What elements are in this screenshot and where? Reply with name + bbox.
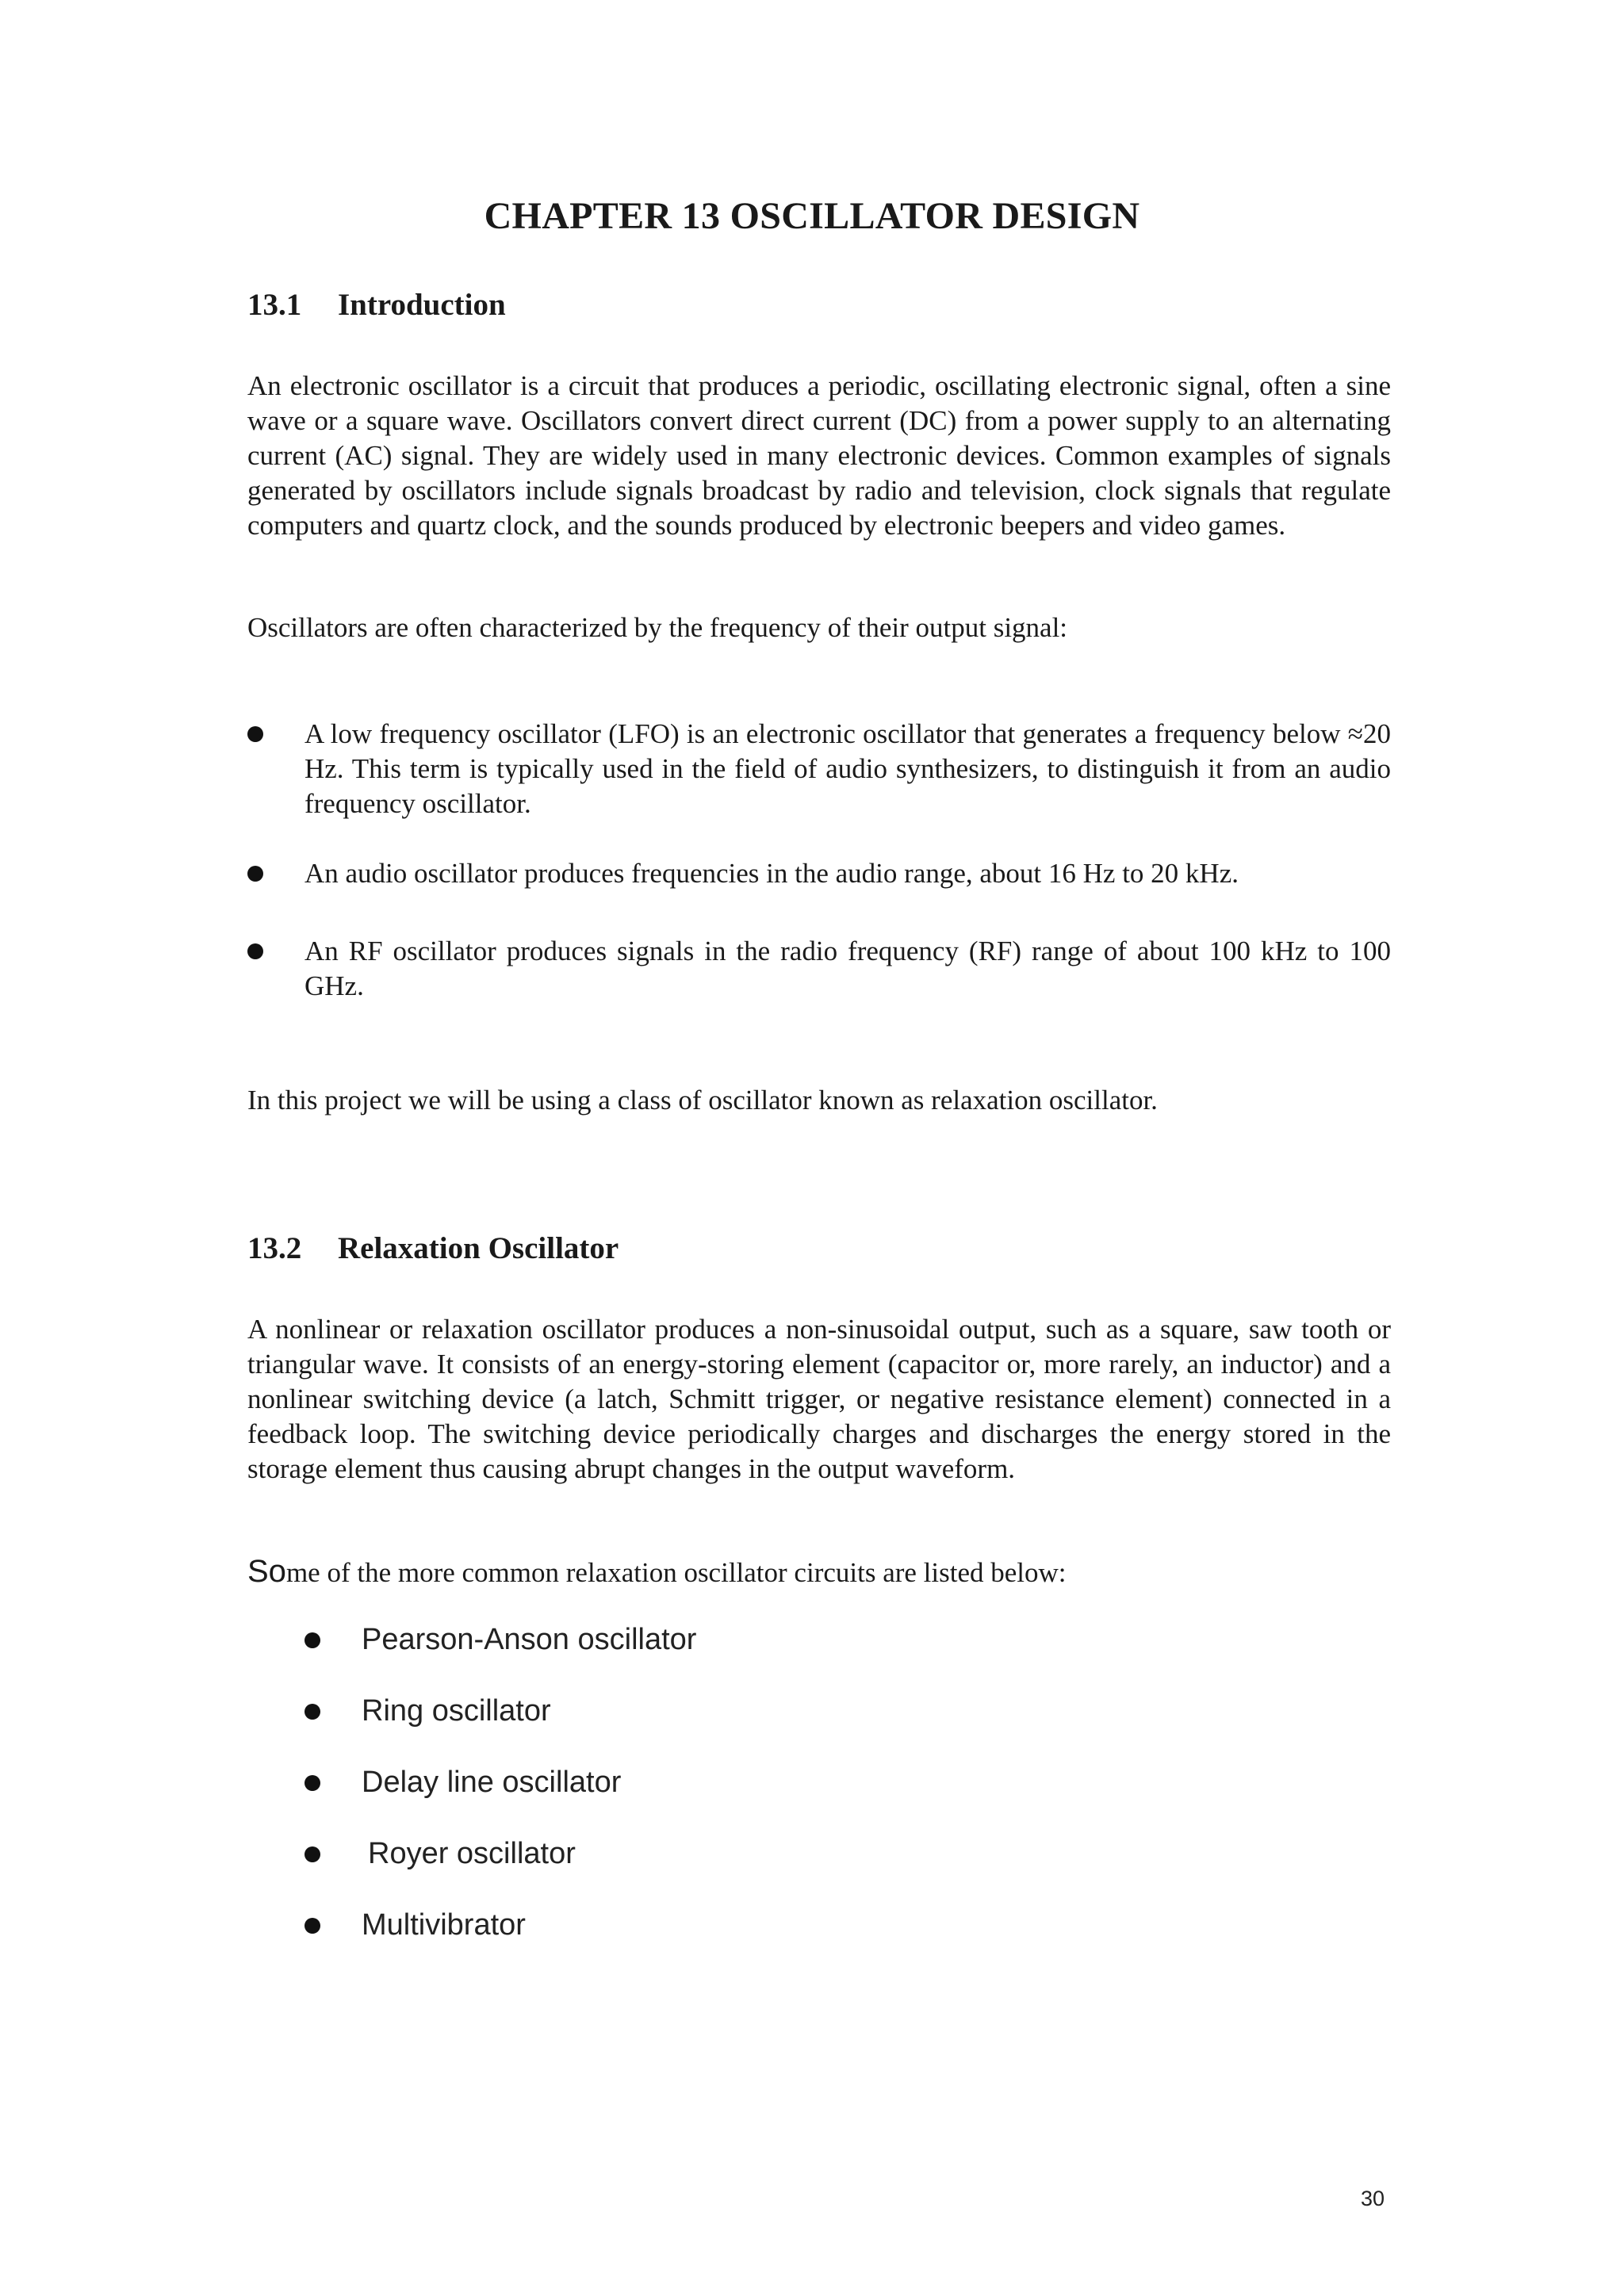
- list-item-text: An audio oscillator produces frequencies in the audio range, about 16 Hz to 20 kHz.: [304, 858, 1239, 889]
- list-item: [247, 717, 1391, 821]
- chapter-title: CHAPTER 13 OSCILLATOR DESIGN: [484, 195, 1140, 237]
- section-number: 13.1: [247, 288, 302, 322]
- bullet-icon: [304, 1704, 320, 1720]
- list-intro-prefix: So: [247, 1554, 286, 1589]
- section-title: Relaxation Oscillator: [338, 1231, 619, 1265]
- bullet-icon: [304, 1846, 320, 1862]
- section-number: 13.2: [247, 1231, 302, 1265]
- list-item-text: Ring oscillator: [362, 1694, 551, 1728]
- bullet-icon: [247, 726, 263, 742]
- bullet-icon: [247, 943, 263, 959]
- list-item-text: Pearson-Anson oscillator: [362, 1623, 697, 1656]
- list-item-text: An RF oscillator produces signals in the radio frequency (RF) range of about 100 kHz to 100 GHz.: [304, 936, 1391, 1001]
- list-item: [247, 856, 1391, 891]
- frequency-paragraph: Oscillators are often characterized by the frequency of their output signal:: [247, 612, 1068, 643]
- bullet-icon: [304, 1918, 320, 1934]
- bullet-icon: [304, 1775, 320, 1791]
- list-intro-rest: me of the more common relaxation oscillator circuits are listed below:: [285, 1557, 1067, 1588]
- list-intro: [247, 1554, 1391, 1590]
- section-heading-introduction: [247, 287, 506, 323]
- closing-paragraph: In this project we will be using a class of oscillator known as relaxation oscillator.: [247, 1085, 1158, 1115]
- list-item: [247, 934, 1391, 1004]
- list-item-text: Delay line oscillator: [362, 1766, 622, 1799]
- list-item-text: Multivibrator: [362, 1908, 526, 1942]
- bullet-icon: [247, 866, 263, 882]
- list-item-text: A low frequency oscillator (LFO) is an electronic oscillator that generates a frequency below ≈20 Hz. This term is typically used in the field of audio synthesizers, to distinguish it from an audio frequency oscillator.: [304, 718, 1391, 819]
- section-title: Introduction: [338, 288, 506, 322]
- section-heading-relaxation: [247, 1230, 619, 1266]
- list-item-text: Royer oscillator: [368, 1837, 576, 1870]
- intro-paragraph: An electronic oscillator is a circuit that produces a periodic, oscillating electronic signal, often a sine wave or a square wave. Oscillators convert direct current (DC) from a power supply to an alternating current (AC) signal. They are widely used in many electronic devices. Common examples of signals generated by oscillators include signals broadcast by radio and television, clock signals that regulate computers and quartz clock, and the sounds produced by electronic beepers and video games.: [247, 370, 1391, 541]
- bullet-icon: [304, 1632, 320, 1648]
- page-number: 30: [1361, 2187, 1385, 2210]
- relaxation-paragraph: A nonlinear or relaxation oscillator produces a non-sinusoidal output, such as a square, saw tooth or triangular wave. It consists of an energy-storing element (capacitor or, more rarely, an inductor) and a nonlinear switching device (a latch, Schmitt trigger, or negative resistance element) connected in a feedback loop. The switching device periodically charges and discharges the energy stored in the storage element thus causing abrupt changes in the output waveform.: [247, 1314, 1391, 1484]
